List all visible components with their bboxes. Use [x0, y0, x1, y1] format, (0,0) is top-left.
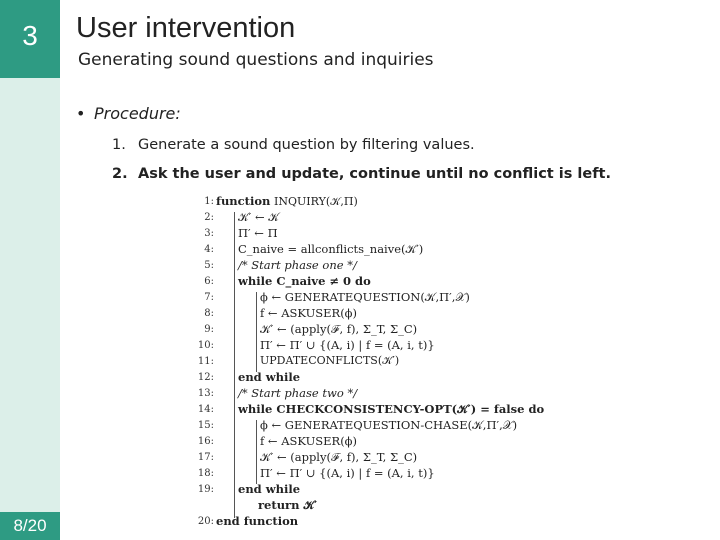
algo-line: end while [238, 482, 301, 496]
step-text: Generate a sound question by filtering values. [138, 137, 475, 153]
slide-subtitle: Generating sound questions and inquiries [78, 50, 434, 70]
line-number: 14: [197, 404, 214, 415]
algo-line: 𝒦′ ← 𝒦 [238, 210, 279, 224]
step-number: 1. [112, 137, 126, 153]
while-body-rule-2 [256, 420, 257, 484]
algo-line: return 𝒦′ [258, 498, 318, 512]
page-indicator: 8/20 [13, 516, 47, 535]
line-number: 1: [204, 196, 214, 207]
algo-line: ϕ ← GENERATEQUESTION(𝒦,Π′,𝒳) [260, 290, 470, 304]
algo-comment: /* Start phase two */ [238, 386, 358, 400]
line-number: 15: [197, 420, 214, 431]
while-body-rule-1 [256, 292, 257, 372]
line-number: 19: [197, 484, 214, 495]
sidebar-panel [0, 78, 60, 512]
sidebar [0, 0, 60, 540]
line-number: 5: [204, 260, 214, 271]
line-number: 9: [204, 324, 214, 335]
algo-line: UPDATECONFLICTS(𝒦′) [260, 354, 400, 367]
procedure-step-2 [112, 166, 611, 182]
line-number: 13: [197, 388, 214, 399]
algo-line: while CHECKCONSISTENCY-OPT(𝒦′) = false do [238, 402, 545, 416]
algo-line: function INQUIRY(𝒦,Π) [216, 194, 358, 208]
algo-line: Π′ ← Π′ ∪ {(A, i) | f = (A, i, t)} [260, 466, 435, 480]
algo-line: 𝒦′ ← (apply(ℱ, f), Σ_T, Σ_C) [260, 322, 418, 336]
section-number: 3 [22, 20, 38, 51]
line-number: 12: [197, 372, 214, 383]
function-body-rule [234, 212, 235, 518]
procedure-step-1 [112, 137, 475, 153]
line-number: 3: [204, 228, 214, 239]
algo-line: Π′ ← Π [238, 226, 278, 240]
procedure-bullet [76, 104, 181, 123]
line-number: 18: [197, 468, 214, 479]
algo-comment: /* Start phase one */ [238, 258, 357, 272]
line-number: 10: [197, 340, 214, 351]
algo-line: Π′ ← Π′ ∪ {(A, i) | f = (A, i, t)} [260, 338, 435, 352]
bullet-text: Procedure: [94, 104, 181, 123]
step-text: Ask the user and update, continue until no conflict is left. [138, 166, 611, 182]
line-number: 7: [204, 292, 214, 303]
slide-title: User intervention [76, 12, 296, 44]
algo-line: f ← ASKUSER(ϕ) [260, 434, 358, 448]
line-number: 16: [197, 436, 214, 447]
algo-line: end while [238, 370, 301, 384]
algo-line: end function [216, 514, 299, 528]
line-number: 6: [204, 276, 214, 287]
algo-line: f ← ASKUSER(ϕ) [260, 306, 358, 320]
line-number: 20: [197, 516, 214, 527]
line-number: 8: [204, 308, 214, 319]
algo-line: C_naive = allconflicts_naive(𝒦′) [238, 242, 424, 256]
bullet-symbol: • [76, 104, 86, 123]
algo-line: while C_naive ≠ 0 do [238, 274, 371, 288]
step-number: 2. [112, 166, 128, 182]
algo-line: ϕ ← GENERATEQUESTION-CHASE(𝒦,Π′,𝒳) [260, 418, 518, 432]
algo-line: 𝒦′ ← (apply(ℱ, f), Σ_T, Σ_C) [260, 450, 418, 464]
line-number: 4: [204, 244, 214, 255]
line-number: 2: [204, 212, 214, 223]
line-number: 11: [197, 356, 214, 367]
algorithm-block [196, 190, 545, 532]
line-number: 17: [197, 452, 214, 463]
